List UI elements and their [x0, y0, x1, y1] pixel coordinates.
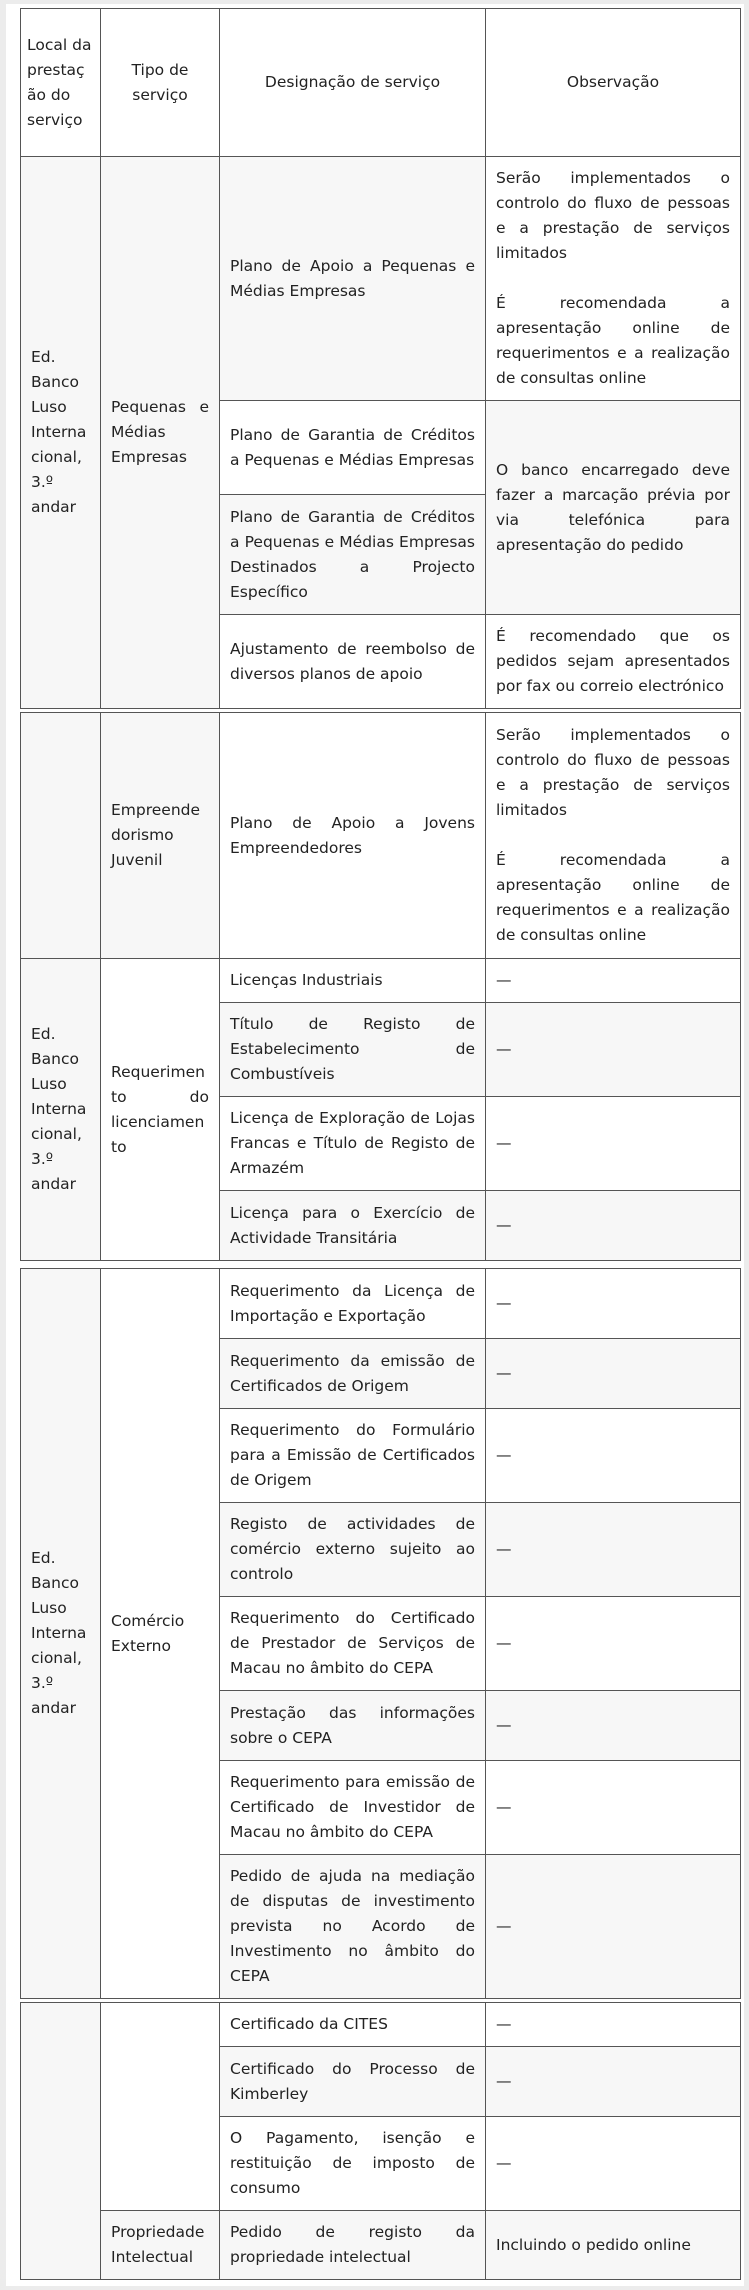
observation-cell	[486, 157, 741, 401]
service-designation-cell: Plano de Garantia de Créditos a Pequenas e Médias Empresas	[220, 401, 486, 495]
observation-cell: —	[486, 1269, 741, 1339]
location-cell: Ed. Banco Luso Internacional, 3.º andar	[21, 1269, 101, 1999]
service-designation-cell: Pedido de registo da propriedade intelectual	[220, 2211, 486, 2280]
table-row	[21, 713, 741, 959]
location-cell-empty	[21, 713, 101, 959]
table-row	[21, 1269, 741, 1339]
service-designation-cell: Prestação das informações sobre o CEPA	[220, 1691, 486, 1761]
service-designation-cell: Licença para o Exercício de Actividade Transitária	[220, 1191, 486, 1261]
service-designation-cell: Plano de Garantia de Créditos a Pequenas e Médias Empresas Destinados a Projecto Específico	[220, 495, 486, 615]
observation-cell: —	[486, 1761, 741, 1855]
service-designation-cell: Requerimento do Formulário para a Emissão de Certificados de Origem	[220, 1409, 486, 1503]
observation-cell: —	[486, 2047, 741, 2117]
table-header-row	[21, 9, 741, 157]
service-designation-cell: Requerimento da emissão de Certificados de Origem	[220, 1339, 486, 1409]
service-designation-cell: Plano de Apoio a Jovens Empreendedores	[220, 713, 486, 959]
service-designation-cell: Plano de Apoio a Pequenas e Médias Empresas	[220, 157, 486, 401]
services-table-licensing	[20, 958, 741, 1261]
location-cell-empty	[21, 2003, 101, 2280]
service-designation-cell: Requerimento do Certificado de Prestador de Serviços de Macau no âmbito do CEPA	[220, 1597, 486, 1691]
table-row	[21, 959, 741, 1003]
services-table-header-and-sme	[20, 8, 741, 709]
location-cell: Ed. Banco Luso Internacional, 3.º andar	[21, 157, 101, 709]
service-type-cell: Propriedade Intelectual	[101, 2211, 220, 2280]
table-row	[21, 2211, 741, 2280]
service-designation-cell: Requerimento para emissão de Certificado de Investidor de Macau no âmbito do CEPA	[220, 1761, 486, 1855]
service-designation-cell: Certificado do Processo de Kimberley	[220, 2047, 486, 2117]
services-table-foreign-trade-continued	[20, 2002, 741, 2280]
header-type: Tipo de serviço	[101, 9, 220, 157]
observation-cell: —	[486, 1339, 741, 1409]
observation-cell: —	[486, 1503, 741, 1597]
service-designation-cell: Requerimento da Licença de Importação e Exportação	[220, 1269, 486, 1339]
observation-text: Serão implementados o controlo do fluxo de pessoas e a prestação de serviços limitados	[496, 726, 730, 819]
service-designation-cell: Registo de actividades de comércio externo sujeito ao controlo	[220, 1503, 486, 1597]
service-type-cell: Empreendedorismo Juvenil	[101, 713, 220, 959]
observation-cell: —	[486, 1597, 741, 1691]
table-row	[21, 2003, 741, 2047]
observation-text: É recomendada a apresentação online de requerimentos e a realização de consultas online	[496, 294, 730, 387]
header-location: Local da prestação do serviço	[21, 9, 101, 157]
header-designation: Designação de serviço	[220, 9, 486, 157]
observation-cell: —	[486, 1691, 741, 1761]
observation-cell: —	[486, 1855, 741, 1999]
observation-cell: —	[486, 1409, 741, 1503]
observation-cell	[486, 713, 741, 959]
observation-cell: É recomendado que os pedidos sejam apresentados por fax ou correio electrónico	[486, 615, 741, 709]
service-type-cell: Comércio Externo	[101, 1269, 220, 1999]
services-table-foreign-trade	[20, 1268, 741, 1999]
observation-cell: —	[486, 1191, 741, 1261]
observation-text: Serão implementados o controlo do fluxo de pessoas e a prestação de serviços limitados	[496, 169, 730, 262]
service-designation-cell: Ajustamento de reembolso de diversos planos de apoio	[220, 615, 486, 709]
service-type-cell: Requerimento do licenciamento	[101, 959, 220, 1261]
service-designation-cell: Licenças Industriais	[220, 959, 486, 1003]
header-observation: Observação	[486, 9, 741, 157]
service-designation-cell: Título de Registo de Estabelecimento de Combustíveis	[220, 1003, 486, 1097]
observation-cell: —	[486, 1003, 741, 1097]
observation-cell: —	[486, 959, 741, 1003]
service-designation-cell: Certificado da CITES	[220, 2003, 486, 2047]
observation-cell: —	[486, 2003, 741, 2047]
document-page	[6, 4, 744, 2286]
observation-cell: Incluindo o pedido online	[486, 2211, 741, 2280]
location-cell: Ed. Banco Luso Internacional, 3.º andar	[21, 959, 101, 1261]
service-type-cell: Pequenas e Médias Empresas	[101, 157, 220, 709]
service-type-cell-empty	[101, 2003, 220, 2211]
observation-cell: —	[486, 1097, 741, 1191]
service-designation-cell: Licença de Exploração de Lojas Francas e Título de Registo de Armazém	[220, 1097, 486, 1191]
services-table-youth	[20, 712, 741, 959]
observation-text: É recomendada a apresentação online de requerimentos e a realização de consultas online	[496, 851, 730, 944]
observation-cell: —	[486, 2117, 741, 2211]
service-designation-cell: Pedido de ajuda na mediação de disputas de investimento prevista no Acordo de Investimento no âmbito do CEPA	[220, 1855, 486, 1999]
table-row	[21, 157, 741, 401]
observation-cell: O banco encarregado deve fazer a marcação prévia por via telefónica para apresentação do pedido	[486, 401, 741, 615]
service-designation-cell: O Pagamento, isenção e restituição de imposto de consumo	[220, 2117, 486, 2211]
